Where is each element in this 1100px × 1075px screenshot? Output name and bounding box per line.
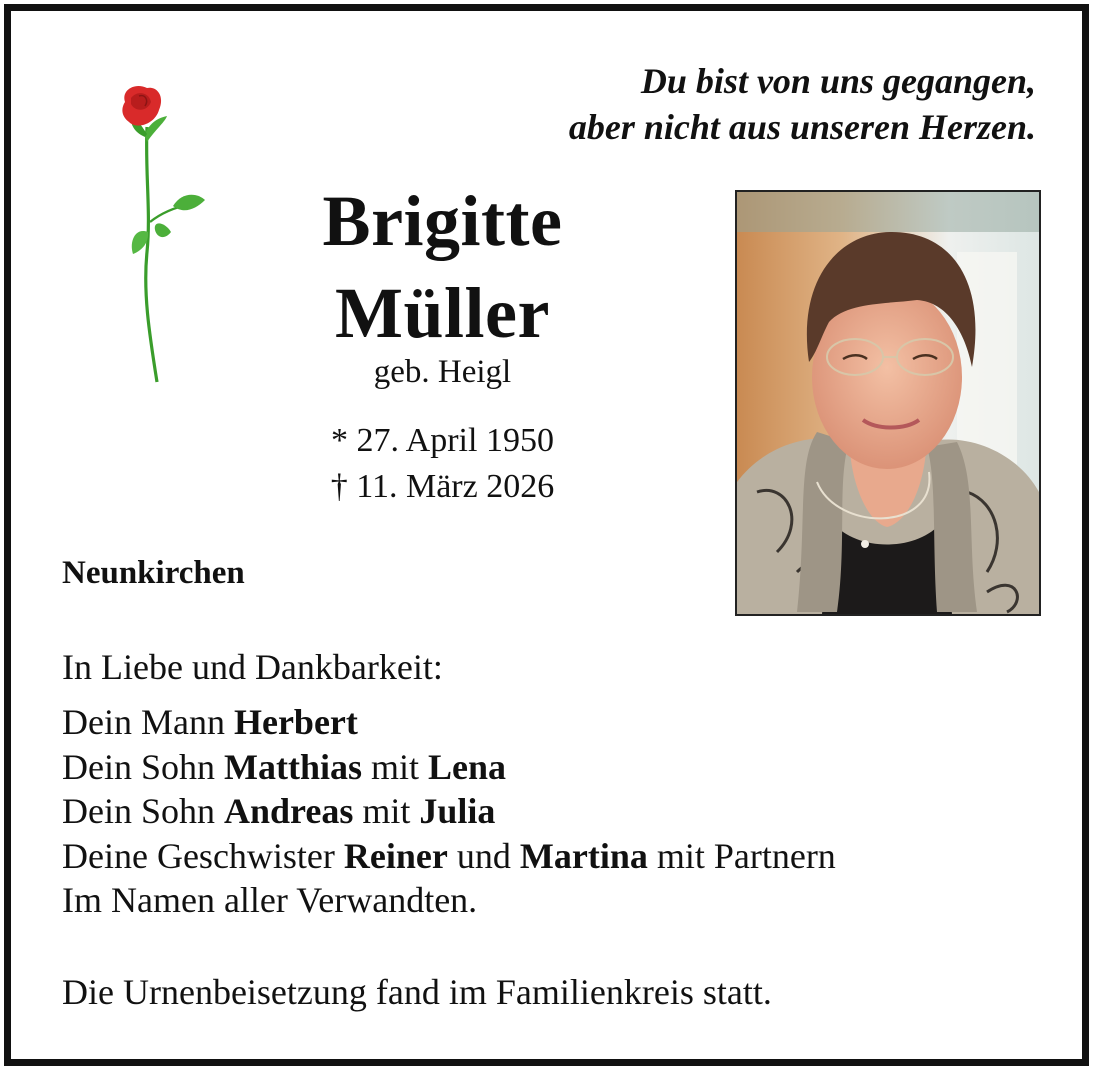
- life-dates: [250, 418, 635, 510]
- mourner-relation: Dein Sohn: [62, 791, 224, 831]
- mourner-line: [62, 700, 836, 745]
- mourner-relation: Dein Sohn: [62, 746, 224, 787]
- quote-line-1: Du bist von uns gegangen,: [640, 61, 1036, 101]
- last-name: Müller: [335, 273, 550, 353]
- maiden-name: geb. Heigl: [373, 354, 512, 390]
- mourner-relation: Deine Geschwister: [62, 835, 344, 876]
- mourner-partner-name: Julia: [419, 791, 496, 831]
- quote-line-2: aber nicht aus unseren Herzen.: [568, 107, 1036, 147]
- mourner-name: Reiner: [343, 835, 448, 876]
- burial-note: Die Urnenbeisetzung fand im Familienkreis statt.: [62, 972, 772, 1012]
- death-date: † 11. März 2026: [330, 468, 555, 505]
- mourners-list: [62, 700, 836, 923]
- mourner-relation: Dein Mann: [62, 702, 234, 742]
- mourner-suffix: mit Partnern: [647, 835, 836, 876]
- mourner-name: Herbert: [233, 702, 358, 742]
- portrait-photo: [735, 190, 1041, 616]
- place-name: Neunkirchen: [62, 555, 245, 591]
- mourner-partner-name: Lena: [428, 746, 507, 787]
- mourner-line: [62, 834, 836, 879]
- first-name: Brigitte: [322, 181, 563, 261]
- mourner-line: [62, 789, 836, 834]
- mourner-connector: mit: [362, 746, 429, 787]
- mourner-connector: mit: [353, 791, 420, 831]
- mourner-name: Matthias: [224, 746, 362, 787]
- thanks-intro: In Liebe und Dankbarkeit:: [62, 647, 443, 687]
- mourner-name-2: Martina: [519, 835, 648, 876]
- mourner-name: Andreas: [224, 791, 354, 831]
- mourner-line: [62, 878, 836, 923]
- rose-icon: [95, 82, 215, 392]
- mourner-connector: und: [447, 835, 520, 876]
- birth-date: * 27. April 1950: [331, 422, 554, 459]
- mourner-line: [62, 745, 836, 790]
- portrait-illustration: [737, 192, 1039, 614]
- mourner-closing: Im Namen aller Verwandten.: [62, 880, 478, 920]
- deceased-name: [250, 175, 635, 359]
- memorial-quote: [569, 58, 1036, 150]
